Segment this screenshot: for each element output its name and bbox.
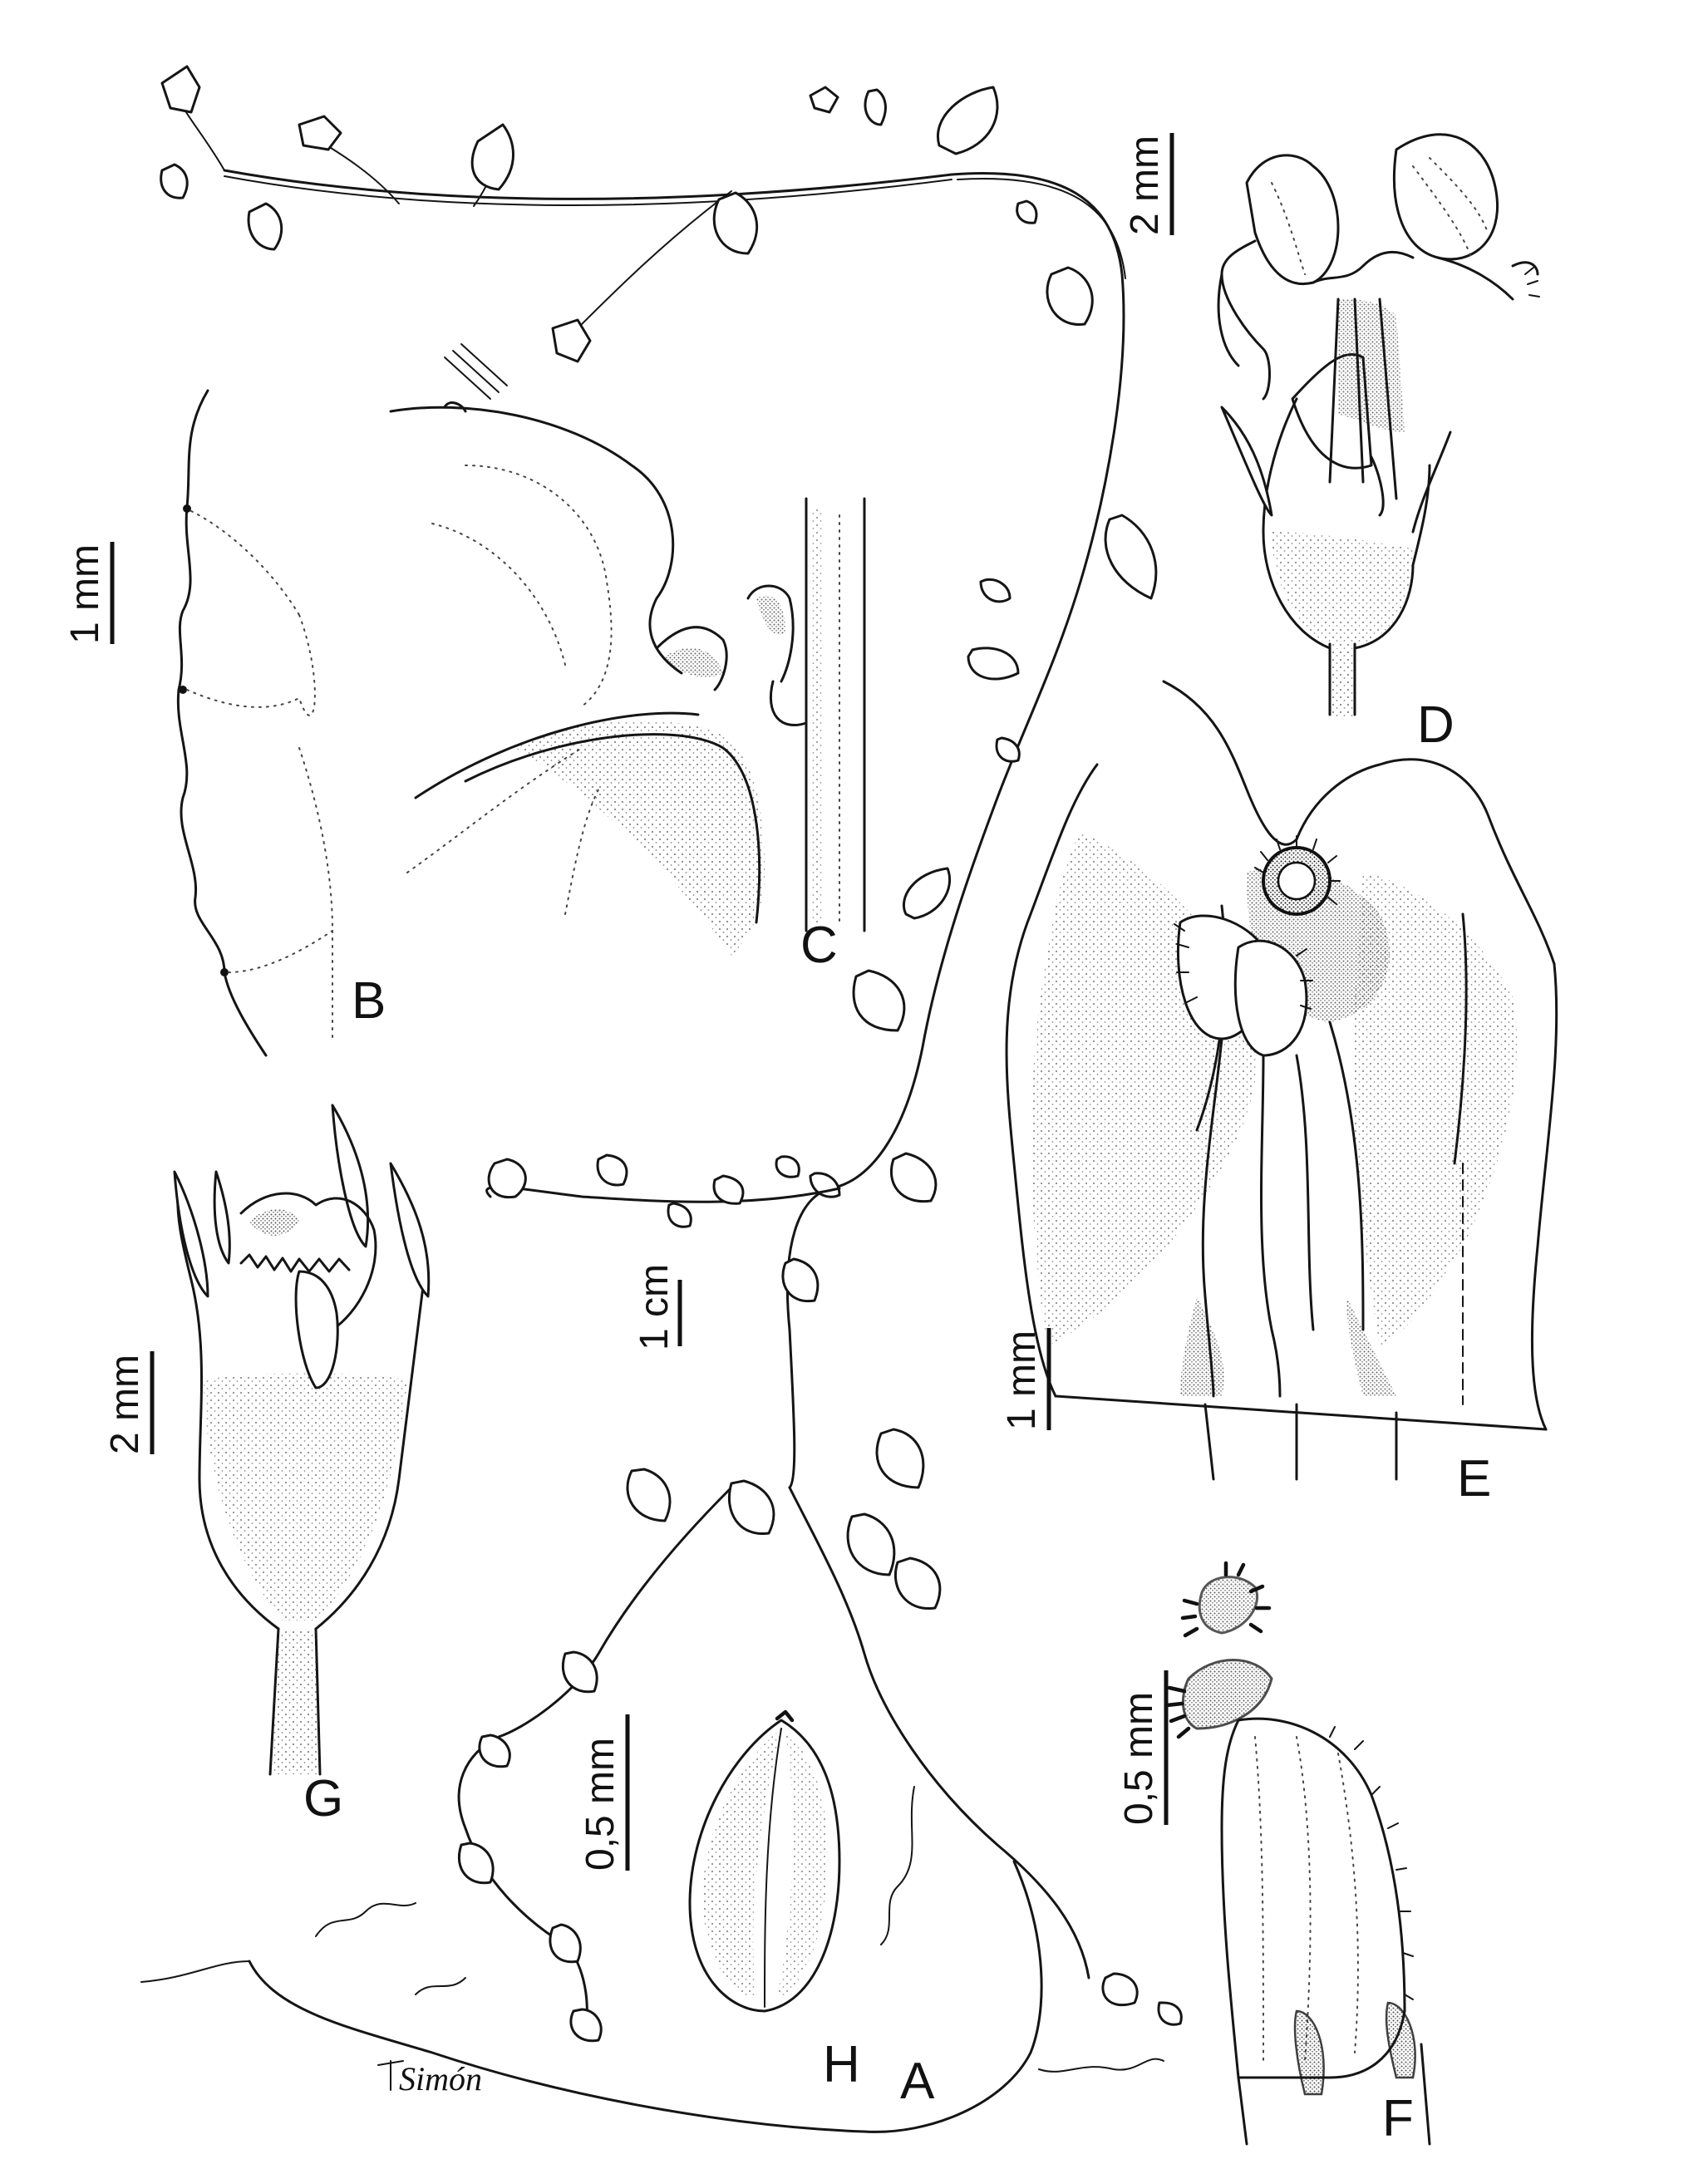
scale-bar-a — [633, 1264, 680, 1350]
scale-label-h: 0,5 mm — [578, 1737, 623, 1871]
panel-f-stamen — [1117, 1563, 1430, 2147]
panel-label-e: E — [1457, 1450, 1492, 1507]
panel-g-flower-front — [103, 1105, 429, 1827]
signature — [378, 2060, 482, 2098]
scale-bar-d — [1123, 133, 1172, 235]
scale-label-b: 1 mm — [63, 544, 107, 644]
scale-label-d: 2 mm — [1123, 135, 1167, 235]
panel-d-flower — [1123, 133, 1539, 754]
scale-bar-h — [578, 1714, 628, 1871]
panel-label-d: D — [1417, 696, 1455, 754]
panel-a-habit — [141, 66, 1181, 2132]
panel-label-f: F — [1382, 2090, 1414, 2147]
scale-bar-f — [1117, 1670, 1166, 1825]
scale-label-g: 2 mm — [103, 1355, 147, 1454]
panel-label-g: G — [303, 1770, 344, 1827]
scale-bar-b — [63, 542, 112, 644]
signature-text: Simón — [399, 2060, 482, 2098]
panel-h-seed — [578, 1712, 860, 2093]
panel-label-h: H — [823, 2036, 860, 2093]
panel-label-b: B — [352, 972, 386, 1030]
scale-label-e: 1 mm — [1000, 1330, 1044, 1430]
scale-bar-g — [103, 1351, 152, 1454]
panel-e-corolla-open — [1000, 681, 1557, 1507]
panel-b-leaf-margin — [63, 391, 386, 1055]
panel-label-a: A — [900, 2053, 935, 2110]
panel-label-c: C — [800, 917, 838, 974]
scale-label-a: 1 cm — [633, 1263, 677, 1350]
scale-label-f: 0,5 mm — [1117, 1691, 1161, 1825]
panel-c-leaf-base — [391, 344, 864, 974]
scale-bar-e — [1000, 1328, 1049, 1430]
stem-leaves-top — [161, 87, 997, 253]
